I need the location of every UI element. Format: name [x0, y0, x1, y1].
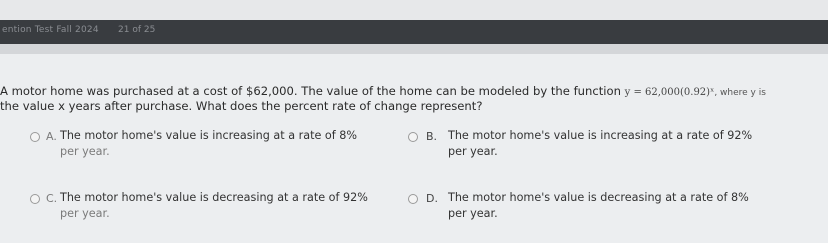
top-band: [0, 0, 828, 20]
question-function: y = 62,000(0.92)ˣ: [624, 87, 715, 98]
test-title: ention Test Fall 2024: [2, 25, 99, 35]
option-c-text: [60, 190, 368, 222]
option-d[interactable]: [404, 190, 824, 226]
question-progress: 21 of 25: [118, 25, 156, 35]
option-b-text: [448, 128, 752, 160]
option-a-radio[interactable]: [30, 132, 40, 142]
option-a[interactable]: [0, 128, 400, 164]
option-a-letter: A.: [46, 130, 57, 143]
option-a-line-2: per year.: [60, 145, 110, 158]
option-b-line-1: The motor home's value is increasing at a rate of 92%: [448, 129, 753, 142]
header-subbar: [0, 44, 828, 54]
option-b-line-2: per year.: [448, 145, 498, 158]
option-d-line-1: The motor home's value is decreasing at a rate of 8%: [448, 191, 749, 204]
test-header-bar: [0, 20, 828, 44]
option-d-radio[interactable]: [408, 194, 418, 204]
option-d-letter: D.: [426, 192, 438, 205]
question-line-1: [0, 84, 826, 99]
option-a-text: [60, 128, 357, 160]
option-b[interactable]: [404, 128, 824, 164]
option-b-letter: B.: [426, 130, 438, 143]
question-text-part-b: , where y is: [714, 88, 766, 98]
question-line-2: the value x years after purchase. What does the percent rate of change represent?: [0, 99, 483, 113]
option-a-line-1: The motor home's value is increasing at a rate of 8%: [60, 129, 357, 142]
option-c-radio[interactable]: [30, 194, 40, 204]
option-c-line-2: per year.: [60, 207, 110, 220]
option-d-line-2: per year.: [448, 207, 498, 220]
option-b-radio[interactable]: [408, 132, 418, 142]
question-text: [0, 84, 826, 114]
option-c-line-1: The motor home's value is decreasing at a rate of 92%: [60, 191, 368, 204]
option-c-letter: C.: [46, 192, 58, 205]
option-d-text: [448, 190, 749, 222]
question-text-part-a: A motor home was purchased at a cost of $62,000. The value of the home can be modeled by the function: [0, 84, 621, 98]
option-c[interactable]: [0, 190, 400, 226]
